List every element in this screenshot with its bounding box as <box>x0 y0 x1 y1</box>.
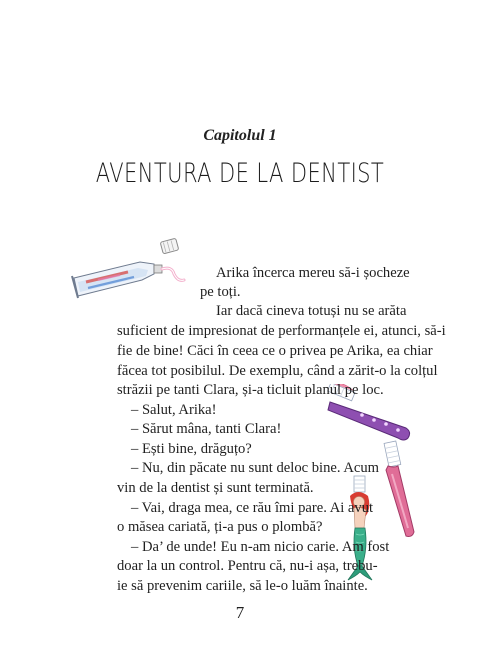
text-line: vin de la dentist și sunt terminată. <box>117 480 314 496</box>
chapter-title: AVENTURA DE LA DENTIST <box>95 158 385 189</box>
text-line: – Vai, draga mea, ce rău îmi pare. Ai avut <box>131 500 374 516</box>
page-number: 7 <box>235 603 245 622</box>
chapter-label: Capitolul 1 <box>203 127 277 144</box>
text-line: făcea tot posibilul. De exemplu, când a zărit-o la colțul <box>117 363 438 379</box>
text-line: o măsea cariată, ți-a pus o plombă? <box>117 519 323 535</box>
text-line: – Da’ de unde! Eu n-am nicio carie. Am fost <box>131 539 390 555</box>
text-line: străzii pe tanti Clara, și-a ticluit planul pe loc. <box>117 382 384 398</box>
text-line: – Sărut mâna, tanti Clara! <box>131 421 282 437</box>
text-line: – Ești bine, drăguțo? <box>131 441 252 457</box>
text-line: ie să prevenim cariile, să le-o luăm înainte. <box>117 578 368 594</box>
text-line: fie de bine! Căci în ceea ce o privea pe Arika, ea chiar <box>117 343 433 359</box>
text-line: pe toți. <box>200 284 241 300</box>
text-line: suficient de impresionat de performanțele ei, atunci, să-i <box>117 323 446 339</box>
text-line: – Salut, Arika! <box>131 402 217 418</box>
text-line: Iar dacă cineva totuși nu se arăta <box>216 303 407 319</box>
text-line: doar la un control. Pentru că, nu-i așa, trebu- <box>117 558 378 574</box>
text-line: – Nu, din păcate nu sunt deloc bine. Acum <box>131 460 380 476</box>
text-line: Arika încerca mereu să-i șocheze <box>216 265 410 281</box>
